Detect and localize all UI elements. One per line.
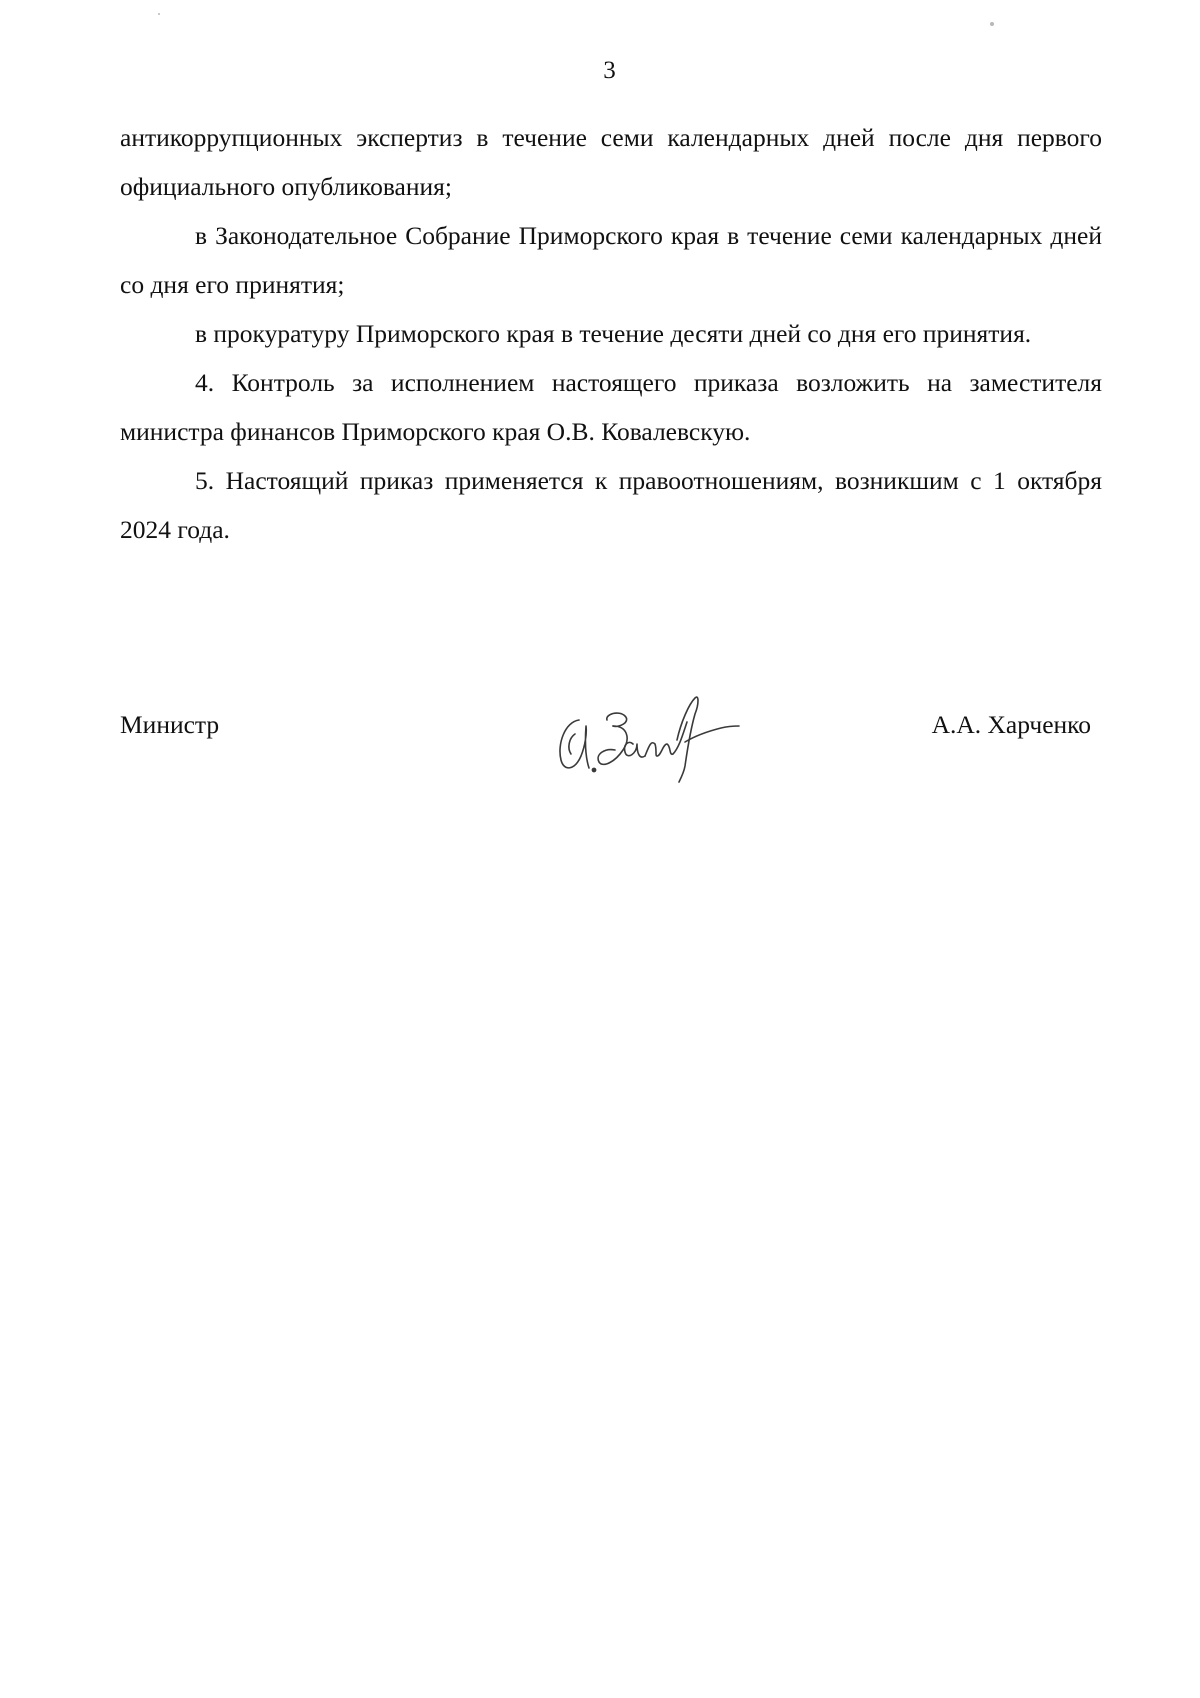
paragraph-control: 4. Контроль за исполнением настоящего приказа возложить на заместителя министра финансов Приморского края О.В. Ковалевскую. <box>120 368 1102 446</box>
document-body <box>120 113 1102 554</box>
scan-speck <box>158 13 160 15</box>
signature-block <box>120 700 1102 800</box>
paragraph-legislative-assembly: в Законодательное Собрание Приморского края в течение семи календарных дней со дня его принятия; <box>120 221 1102 299</box>
signatory-position: Министр <box>120 710 220 739</box>
page-number: 3 <box>603 57 616 84</box>
handwritten-signature <box>545 682 765 792</box>
paragraph-continuation: антикоррупционных экспертиз в течение семи календарных дней после дня первого официального опубликования; <box>120 123 1102 201</box>
paragraph-effective-date: 5. Настоящий приказ применяется к правоотношениям, возникшим с 1 октября 2024 года. <box>120 466 1102 544</box>
scan-speck <box>990 22 994 26</box>
paragraph-prosecutor: в прокуратуру Приморского края в течение десяти дней со дня его принятия. <box>195 319 1032 348</box>
signatory-name: А.А. Харченко <box>931 710 1091 739</box>
